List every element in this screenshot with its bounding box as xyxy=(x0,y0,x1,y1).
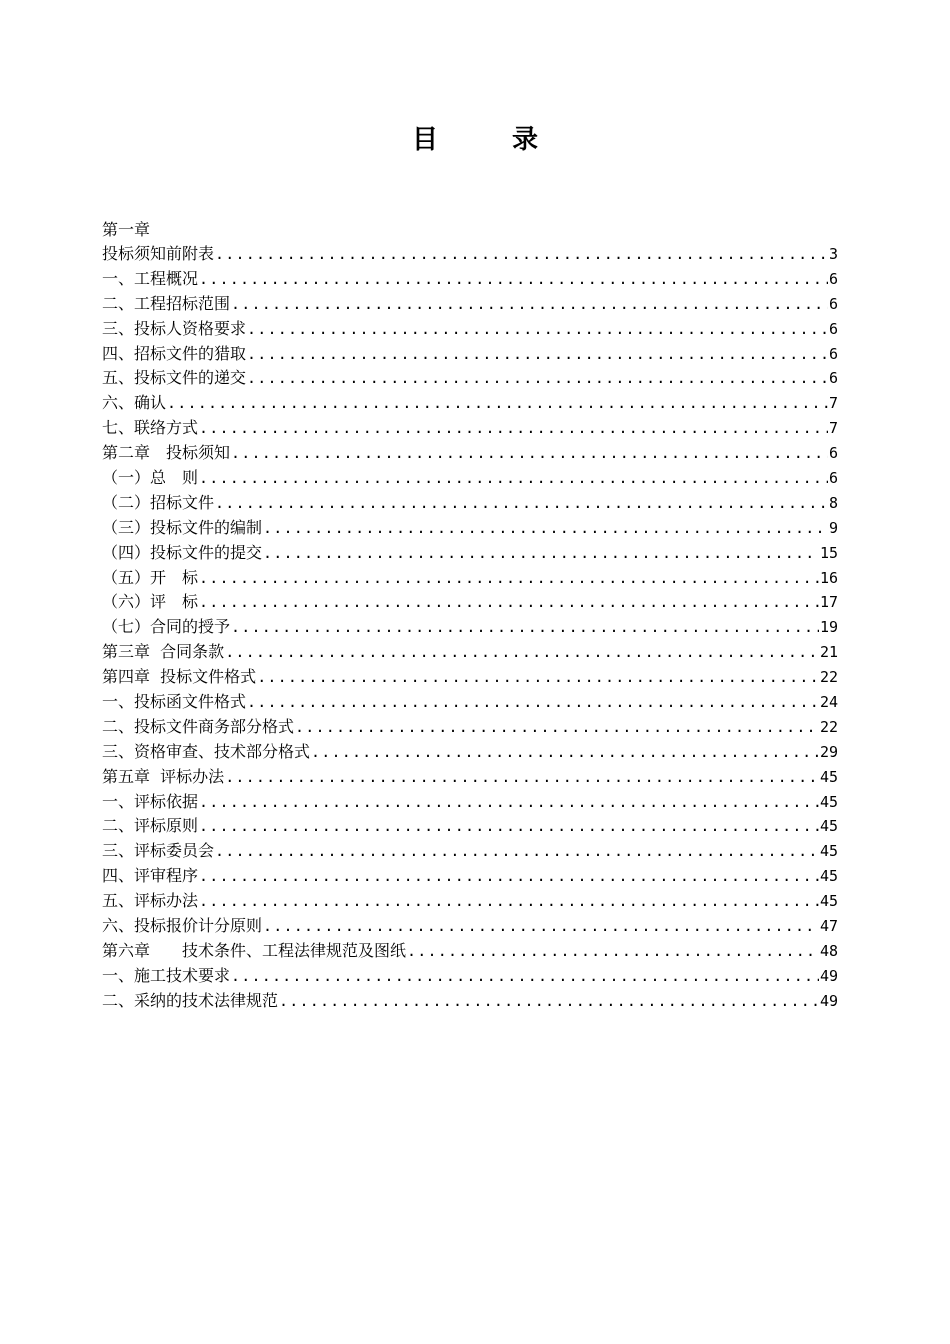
toc-dot-leader xyxy=(199,466,828,491)
toc-entries xyxy=(102,242,838,1014)
toc-entry[interactable] xyxy=(102,615,838,640)
toc-entry[interactable] xyxy=(102,914,838,939)
toc-entry[interactable] xyxy=(102,839,838,864)
toc-entry-page-number: 49 xyxy=(819,991,838,1010)
toc-entry-label: 二、采纳的技术法律规范 xyxy=(102,990,279,1010)
toc-entry-page-number: 6 xyxy=(828,319,838,338)
toc-entry-page-number: 9 xyxy=(828,518,838,537)
toc-entry[interactable] xyxy=(102,267,838,292)
toc-entry-page-number: 6 xyxy=(828,444,838,463)
toc-dot-leader xyxy=(225,640,819,665)
toc-dot-leader xyxy=(311,740,819,765)
toc-entry-label: 投标须知前附表 xyxy=(102,244,215,263)
toc-entry-label: （六）评 标 xyxy=(102,592,199,612)
toc-entry-page-number: 45 xyxy=(819,767,838,786)
toc-entry[interactable] xyxy=(102,317,838,342)
toc-entry[interactable] xyxy=(102,740,838,765)
toc-entry[interactable] xyxy=(102,590,838,615)
toc-dot-leader xyxy=(231,441,828,466)
toc-entry-label: 二、工程招标范围 xyxy=(102,293,231,313)
toc-entry[interactable] xyxy=(102,491,838,516)
toc-entry-page-number: 45 xyxy=(819,842,838,861)
toc-dot-leader xyxy=(407,939,819,964)
toc-dot-leader xyxy=(263,914,819,939)
toc-entry[interactable] xyxy=(102,466,838,491)
toc-entry-label: 二、评标原则 xyxy=(102,816,199,836)
toc-dot-leader xyxy=(199,790,819,815)
toc-entry-page-number: 45 xyxy=(819,817,838,836)
table-of-contents xyxy=(102,217,838,1014)
toc-entry-label: 三、投标人资格要求 xyxy=(102,318,247,338)
toc-dot-leader xyxy=(247,342,828,367)
toc-dot-leader xyxy=(199,864,819,889)
toc-dot-leader xyxy=(199,590,819,615)
toc-entry[interactable] xyxy=(102,864,838,889)
toc-entry-page-number: 45 xyxy=(819,892,838,911)
toc-entry-label: 四、招标文件的猎取 xyxy=(102,343,247,363)
toc-entry-label: （七）合同的授予 xyxy=(102,617,231,637)
toc-entry-page-number: 16 xyxy=(819,568,838,587)
toc-entry[interactable] xyxy=(102,790,838,815)
toc-entry[interactable] xyxy=(102,292,838,317)
toc-entry-page-number: 6 xyxy=(828,369,838,388)
toc-entry-label: 一、评标依据 xyxy=(102,791,199,811)
toc-dot-leader xyxy=(199,416,828,441)
toc-entry-label: 六、确认 xyxy=(102,393,167,413)
toc-entry-page-number: 45 xyxy=(819,867,838,886)
toc-entry-page-number: 8 xyxy=(828,493,838,512)
toc-entry-label: 四、评审程序 xyxy=(102,866,199,886)
toc-entry-label: 五、评标办法 xyxy=(102,891,199,911)
toc-entry-page-number: 49 xyxy=(819,966,838,985)
toc-entry-page-number: 45 xyxy=(819,792,838,811)
toc-entry[interactable] xyxy=(102,665,838,690)
toc-dot-leader xyxy=(167,391,828,416)
toc-dot-leader xyxy=(247,690,819,715)
toc-entry[interactable] xyxy=(102,516,838,541)
toc-dot-leader xyxy=(199,889,819,914)
toc-dot-leader xyxy=(231,292,828,317)
toc-entry-page-number: 6 xyxy=(828,294,838,313)
toc-entry-label: （四）投标文件的提交 xyxy=(102,542,263,562)
toc-entry-label: 第四章 投标文件格式 xyxy=(102,667,257,687)
toc-entry-label: 第六章 技术条件、工程法律规范及图纸 xyxy=(102,940,407,960)
toc-entry-page-number: 7 xyxy=(828,419,838,438)
toc-entry-page-number: 19 xyxy=(819,618,838,637)
toc-entry-page-number: 17 xyxy=(819,593,838,612)
toc-dot-leader xyxy=(231,615,819,640)
toc-entry-label: 二、投标文件商务部分格式 xyxy=(102,716,295,736)
toc-entry[interactable] xyxy=(102,566,838,591)
toc-entry[interactable] xyxy=(102,242,838,267)
toc-entry-label: 第五章 评标办法 xyxy=(102,766,225,786)
toc-dot-leader xyxy=(199,267,828,292)
toc-dot-leader xyxy=(247,317,828,342)
toc-entry-label: 三、评标委员会 xyxy=(102,841,215,861)
toc-entry-page-number: 47 xyxy=(819,917,838,936)
page-title: 目 录 xyxy=(411,125,562,155)
toc-entry[interactable] xyxy=(102,342,838,367)
toc-entry-label: 三、资格审查、技术部分格式 xyxy=(102,741,311,761)
toc-entry-page-number: 3 xyxy=(828,245,838,263)
toc-dot-leader xyxy=(199,566,819,591)
toc-dot-leader xyxy=(199,814,819,839)
toc-dot-leader xyxy=(257,665,819,690)
toc-dot-leader xyxy=(215,242,828,267)
toc-dot-leader xyxy=(295,715,819,740)
toc-entry[interactable] xyxy=(102,640,838,665)
toc-entry[interactable] xyxy=(102,541,838,566)
toc-entry[interactable] xyxy=(102,814,838,839)
toc-entry[interactable] xyxy=(102,989,838,1014)
toc-entry-label: （三）投标文件的编制 xyxy=(102,517,263,537)
toc-entry-page-number: 6 xyxy=(828,469,838,488)
toc-entry-label: 第二章 投标须知 xyxy=(102,443,231,463)
toc-entry-page-number: 22 xyxy=(819,717,838,736)
toc-entry[interactable] xyxy=(102,715,838,740)
toc-entry-page-number: 7 xyxy=(828,394,838,413)
toc-entry-label: 五、投标文件的递交 xyxy=(102,368,247,388)
toc-entry[interactable] xyxy=(102,391,838,416)
toc-entry[interactable] xyxy=(102,441,838,466)
toc-entry-page-number: 22 xyxy=(819,668,838,687)
toc-entry-page-number: 15 xyxy=(819,543,838,562)
toc-entry-label: （二）招标文件 xyxy=(102,492,215,512)
toc-dot-leader xyxy=(225,765,819,790)
toc-entry-page-number: 29 xyxy=(819,742,838,761)
toc-entry-label: 第三章 合同条款 xyxy=(102,642,225,662)
toc-dot-leader xyxy=(231,964,819,989)
toc-entry-label: （五）开 标 xyxy=(102,567,199,587)
toc-entry-label: 一、施工技术要求 xyxy=(102,965,231,985)
toc-entry-page-number: 48 xyxy=(819,941,838,960)
toc-entry[interactable] xyxy=(102,765,838,790)
toc-entry[interactable] xyxy=(102,964,838,989)
toc-entry-page-number: 21 xyxy=(819,643,838,662)
toc-entry[interactable] xyxy=(102,366,838,391)
toc-entry-label: 一、工程概况 xyxy=(102,268,199,288)
toc-entry-page-number: 24 xyxy=(819,693,838,712)
toc-dot-leader xyxy=(263,516,828,541)
toc-entry-label: 一、投标函文件格式 xyxy=(102,692,247,712)
toc-entry-page-number: 6 xyxy=(828,269,838,288)
toc-dot-leader xyxy=(247,366,828,391)
toc-entry-label: 七、联络方式 xyxy=(102,418,199,438)
toc-entry-label: 六、投标报价计分原则 xyxy=(102,916,263,936)
toc-entry[interactable] xyxy=(102,889,838,914)
toc-entry-page-number: 6 xyxy=(828,344,838,363)
toc-entry-label: （一）总 则 xyxy=(102,468,199,488)
toc-entry[interactable] xyxy=(102,416,838,441)
toc-entry[interactable] xyxy=(102,690,838,715)
toc-dot-leader xyxy=(215,491,828,516)
toc-dot-leader xyxy=(279,989,819,1014)
toc-chapter-heading: 第一章 xyxy=(102,220,151,239)
toc-dot-leader xyxy=(263,541,819,566)
toc-dot-leader xyxy=(215,839,819,864)
toc-entry[interactable] xyxy=(102,939,838,964)
